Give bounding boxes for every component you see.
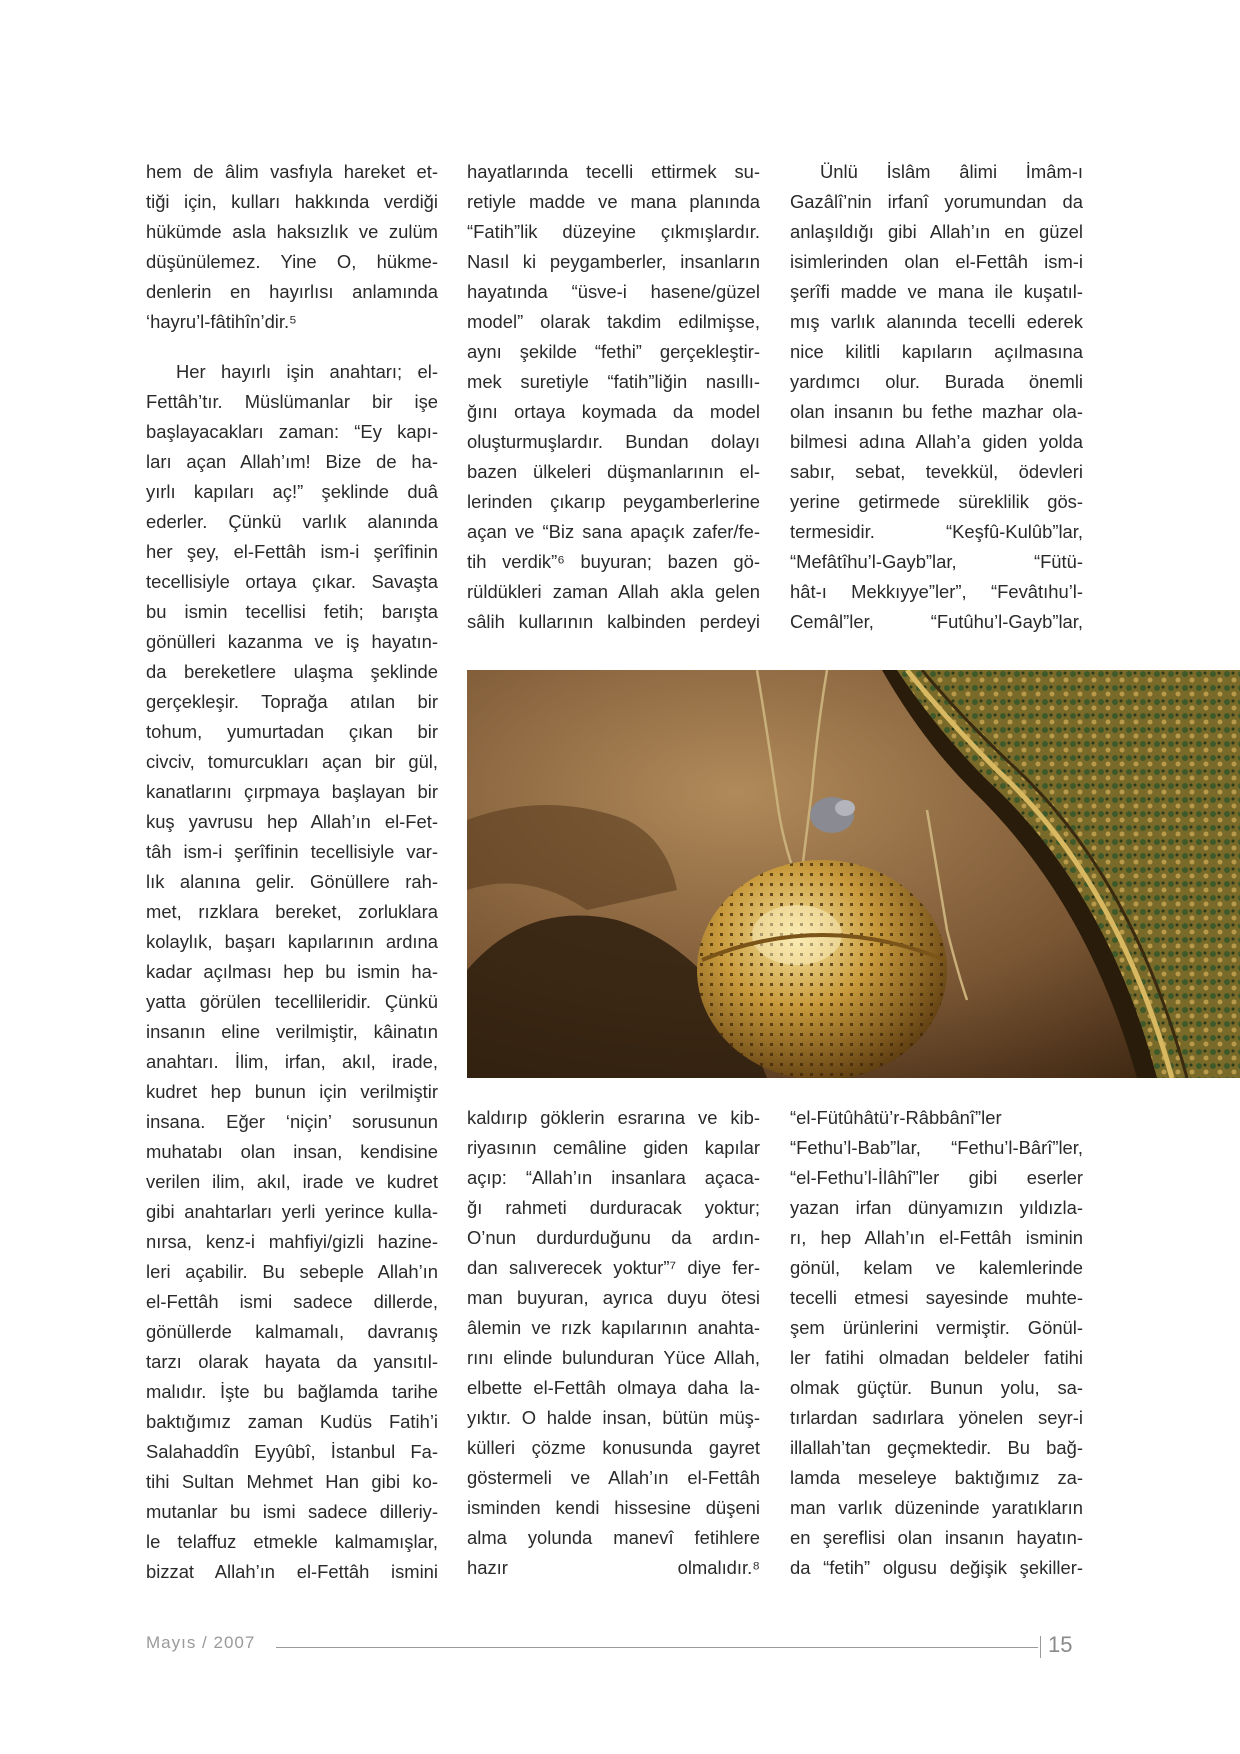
text-line: hât-ı Mekkıyye”ler”, “Fevâtıhu’l-	[790, 581, 1083, 602]
text-line: ler fatihi olmadan beldeler fatihi	[790, 1347, 1083, 1368]
text-line: açıp: “Allah’ın insanlara açaca-	[467, 1167, 760, 1188]
text-line: leri açabilir. Bu sebeple Allah’ın	[146, 1261, 438, 1282]
article-column-3-continued	[790, 1103, 1083, 1583]
lantern-illustration	[467, 670, 1240, 1078]
text-line: kaldırıp göklerin esrarına ve kib-	[467, 1107, 760, 1128]
text-line: şem ürünlerini vermiştir. Gönül-	[790, 1317, 1083, 1338]
text-line: yırlı kapıları aç!” şeklinde duâ	[146, 481, 438, 502]
text-line: yatta görülen tecellileridir. Çünkü	[146, 991, 438, 1012]
text-line: isminden kendi hissesine düşeni	[467, 1497, 760, 1518]
text-line: lık alanına gelir. Gönüllere rah-	[146, 871, 438, 892]
text-line: anlaşıldığı gibi Allah’ın en güzel	[790, 221, 1083, 242]
text-line: mış varlık alanında tecelli ederek	[790, 311, 1083, 332]
text-line: Her hayırlı işin anahtarı; el-	[176, 361, 438, 382]
text-line: Nasıl ki peygamberler, insanların	[467, 251, 760, 272]
text-line: kolaylık, başarı kapılarının ardına	[146, 931, 438, 952]
text-line: da bereketlere ulaşma şeklinde	[146, 661, 438, 682]
footer-divider	[1040, 1636, 1041, 1658]
text-line: en şereflisi olan insanın hayatın-	[790, 1527, 1083, 1548]
text-line: alma yolunda manevî fetihlere	[467, 1527, 760, 1548]
text-line: bu ismin tecellisi fetih; barışta	[146, 601, 438, 622]
text-line: tohum, yumurtadan çıkan bir	[146, 721, 438, 742]
text-line: “el-Fethu’l-İlâhî”ler gibi eserler	[790, 1167, 1083, 1188]
text-line: bazen ülkeleri düşmanlarının el-	[467, 461, 760, 482]
text-line: lamda meseleye baktığımız za-	[790, 1467, 1083, 1488]
text-line: dan salıverecek yoktur”⁷ diye fer-	[467, 1257, 760, 1278]
text-line: yıktır. O halde insan, bütün müş-	[467, 1407, 760, 1428]
text-line: kadar açılması hep bu ismin ha-	[146, 961, 438, 982]
text-line: denlerin en hayırlısı anlamında	[146, 281, 438, 302]
text-line: hükümde asla haksızlık ve zulüm	[146, 221, 438, 242]
article-column-1	[146, 157, 438, 1587]
text-line: yardımcı olur. Burada önemli	[790, 371, 1083, 392]
text-line: tırlardan sadırlara yönelen seyr-i	[790, 1407, 1083, 1428]
text-line: nice kilitli kapıların açılmasına	[790, 341, 1083, 362]
text-line: hem de âlim vasfıyla hareket et-	[146, 161, 438, 182]
text-line: man varlık düzeninde yaratıkların	[790, 1497, 1083, 1518]
text-line: külleri çözme konusunda gayret	[467, 1437, 760, 1458]
text-line: “Mefâtîhu’l-Gayb”lar, “Fütü-	[790, 551, 1083, 572]
text-line: le telaffuz etmekle kalmamışlar,	[146, 1531, 438, 1552]
text-line: Fettâh’tır. Müslümanlar bir işe	[146, 391, 438, 412]
text-line: âlemin ve rızk kapılarının anahta-	[467, 1317, 760, 1338]
text-line: nırsa, kenz-i mahfiyi/gizli hazine-	[146, 1231, 438, 1252]
text-line: el-Fettâh ismi sadece dillerde,	[146, 1291, 438, 1312]
text-line: retiyle madde ve mana planında	[467, 191, 760, 212]
text-line: tecellisiyle ortaya çıkar. Savaşta	[146, 571, 438, 592]
text-line: tiği için, kulları hakkında verdiği	[146, 191, 438, 212]
text-line: malıdır. İşte bu bağlamda tarihe	[146, 1381, 438, 1402]
hanging-lantern-photo	[467, 670, 1240, 1078]
text-line: tih verdik”⁶ buyuran; bazen gö-	[467, 551, 760, 572]
text-line: oluşturmuşlardır. Bundan dolayı	[467, 431, 760, 452]
text-line: her şey, el-Fettâh ism-i şerîfinin	[146, 541, 438, 562]
text-line: bilmesi adına Allah’a giden yolda	[790, 431, 1083, 452]
text-line: olan insanın bu fethe mazhar ola-	[790, 401, 1083, 422]
text-line: şerîfi madde ve mana ile kuşatıl-	[790, 281, 1083, 302]
text-line: ğı rahmeti durduracak yoktur;	[467, 1197, 760, 1218]
text-line: insana. Eğer ‘niçin’ sorusunun	[146, 1111, 438, 1132]
text-line: rı, hep Allah’ın el-Fettâh isminin	[790, 1227, 1083, 1248]
text-line: “el-Fütûhâtü’r-Râbbânî”ler	[790, 1107, 1002, 1128]
article-column-3	[790, 157, 1083, 637]
text-line: kuş yavrusu hep Allah’ın el-Fet-	[146, 811, 438, 832]
text-line: hazır olmalıdır.⁸	[467, 1557, 760, 1578]
text-line: ‘hayru’l-fâtihîn’dir.⁵	[146, 311, 297, 332]
text-line: göstermeli ve Allah’ın el-Fettâh	[467, 1467, 760, 1488]
text-line	[146, 337, 438, 357]
text-line: Gazâlî’nin irfanî yorumundan da	[790, 191, 1083, 212]
text-line: lerinden çıkarıp peygamberlerine	[467, 491, 760, 512]
text-line: aynı şekilde “fethi” gerçekleştir-	[467, 341, 760, 362]
text-line: sâlih kullarının kalbinden perdeyi	[467, 611, 760, 632]
text-line: gönülleri kazanma ve iş hayatın-	[146, 631, 438, 652]
text-line: elbette el-Fettâh olmaya daha la-	[467, 1377, 760, 1398]
text-line: “Fatih”lik düzeyine çıkmışlardır.	[467, 221, 760, 242]
text-line: yerine getirmede süreklilik gös-	[790, 491, 1083, 512]
text-line: “Fethu’l-Bab”lar, “Fethu’l-Bârî”ler,	[790, 1137, 1083, 1158]
text-line: baktığımız zaman Kudüs Fatih’i	[146, 1411, 438, 1432]
text-line: açan ve “Biz sana apaçık zafer/fe-	[467, 521, 760, 542]
text-line: anahtarı. İlim, irfan, akıl, irade,	[146, 1051, 438, 1072]
text-line: hayatında “üsve-i hasene/güzel	[467, 281, 760, 302]
text-line: hayatlarında tecelli ettirmek su-	[467, 161, 760, 182]
text-line: ğını ortaya koymada da model	[467, 401, 760, 422]
text-line: gerçekleşir. Toprağa atılan bir	[146, 691, 438, 712]
page-number: 15	[1048, 1632, 1073, 1657]
text-line: tecelli etmesi sayesinde muhte-	[790, 1287, 1083, 1308]
text-line: verilen ilim, akıl, irade ve kudret	[146, 1171, 438, 1192]
text-line: gönül, kelam ve kalemlerinde	[790, 1257, 1083, 1278]
text-line: muhatabı olan insan, kendisine	[146, 1141, 438, 1162]
text-line: model” olarak takdim edilmişse,	[467, 311, 760, 332]
text-line: tâh ism-i şerîfinin tecellisiyle var-	[146, 841, 438, 862]
text-line: met, rızklara bereket, zorluklara	[146, 901, 438, 922]
text-line: gibi anahtarları yerli yerince kulla-	[146, 1201, 438, 1222]
text-line: kudret hep bunun için verilmiştir	[146, 1081, 438, 1102]
text-line: Cemâl”ler, “Futûhu’l-Gayb”lar,	[790, 611, 1083, 632]
text-line: ederler. Çünkü varlık alanında	[146, 511, 438, 532]
text-line: termesidir. “Keşfû-Kulûb”lar,	[790, 521, 1083, 542]
text-line: yazan irfan dünyamızın yıldızla-	[790, 1197, 1083, 1218]
article-column-2	[467, 157, 760, 637]
footer-issue-date: Mayıs / 2007	[146, 1633, 256, 1652]
text-line: riyasının cemâline giden kapılar	[467, 1137, 760, 1158]
footer-rule	[276, 1647, 1038, 1648]
text-line: illallah’tan geçmektedir. Bu bağ-	[790, 1437, 1083, 1458]
text-line: bizzat Allah’ın el-Fettâh ismini	[146, 1561, 438, 1582]
text-line: gönüllerde kalmamalı, davranış	[146, 1321, 438, 1342]
text-line: rını elinde bulunduran Yüce Allah,	[467, 1347, 760, 1368]
text-line: düşünülemez. Yine O, hükme-	[146, 251, 438, 272]
text-line: da “fetih” olgusu değişik şekiller-	[790, 1557, 1083, 1578]
text-line: mek suretiyle “fatih”liğin nasıllı-	[467, 371, 760, 392]
article-column-2-continued	[467, 1103, 760, 1583]
text-line: tihi Sultan Mehmet Han gibi ko-	[146, 1471, 438, 1492]
text-line: rüldükleri zaman Allah akla gelen	[467, 581, 760, 602]
text-line: olmak güçtür. Bunun yolu, sa-	[790, 1377, 1083, 1398]
text-line: Salahaddîn Eyyûbî, İstanbul Fa-	[146, 1441, 438, 1462]
text-line: civciv, tomurcukları açan bir gül,	[146, 751, 438, 772]
text-line: insanın eline verilmiştir, kâinatın	[146, 1021, 438, 1042]
text-line: isimlerinden olan el-Fettâh ism-i	[790, 251, 1083, 272]
text-line: kanatlarını çırpmaya başlayan bir	[146, 781, 438, 802]
text-line: mutanlar bu ismi sadece dilleriy-	[146, 1501, 438, 1522]
text-line: Ünlü İslâm âlimi İmâm-ı	[820, 161, 1083, 182]
text-line: ları açan Allah’ım! Bize de ha-	[146, 451, 438, 472]
text-line: sabır, sebat, tevekkül, ödevleri	[790, 461, 1083, 482]
text-line: tarzı olarak hayata da yansıtıl-	[146, 1351, 438, 1372]
text-line: man buyuran, ayrıca duyu ötesi	[467, 1287, 760, 1308]
text-line: başlayacakları zaman: “Ey kapı-	[146, 421, 438, 442]
text-line: O’nun durdurduğunu da ardın-	[467, 1227, 760, 1248]
